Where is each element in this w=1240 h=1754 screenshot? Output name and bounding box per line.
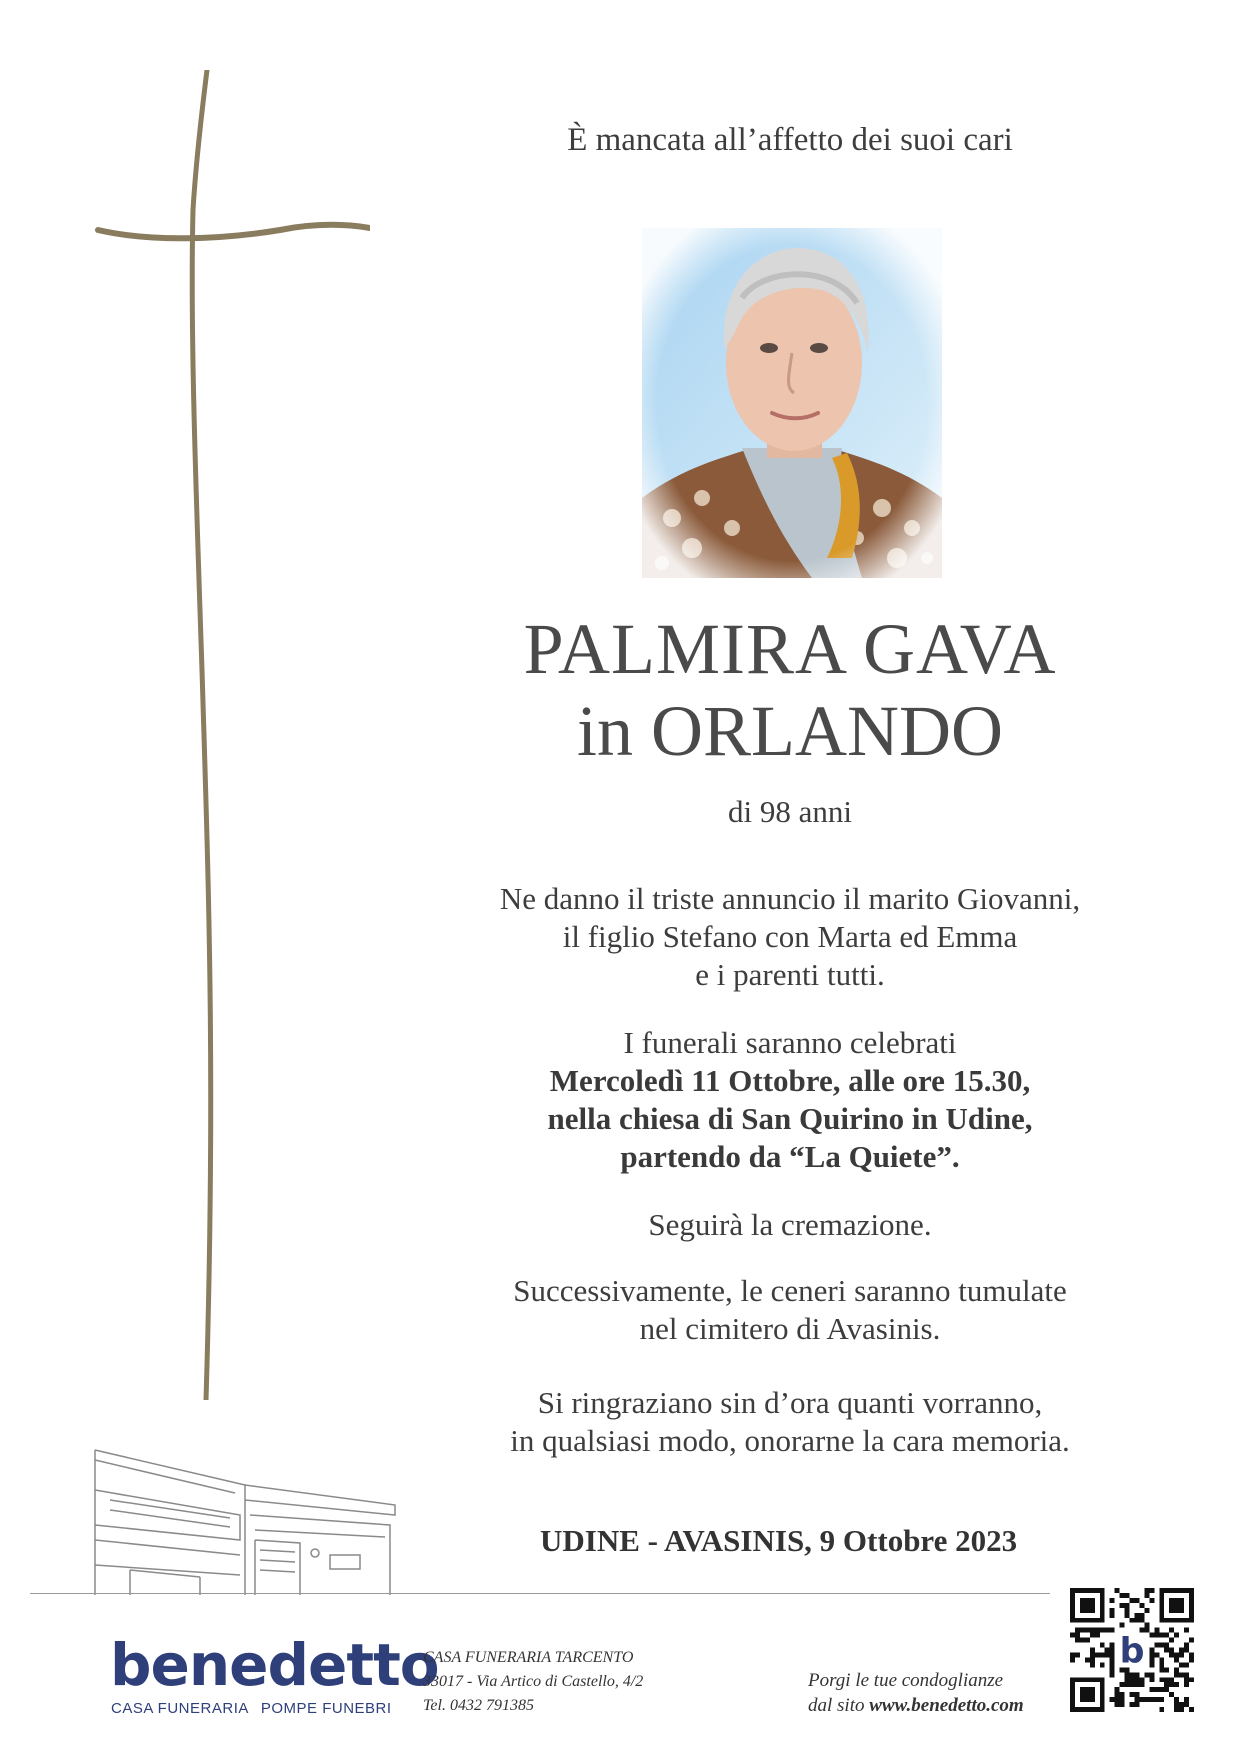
burial-paragraph [430, 1272, 1150, 1348]
website-link[interactable]: www.benedetto.com [869, 1695, 1024, 1716]
address-line: CASA FUNERARIA TARCENTO [423, 1649, 634, 1666]
cremation-text: Seguirà la cremazione. [648, 1207, 932, 1242]
place-date: UDINE - AVASINIS, 9 Ottobre 2023 [540, 1523, 1018, 1558]
benedetto-logo: benedetto [110, 1631, 439, 1699]
address-line: Tel. 0432 791385 [423, 1697, 534, 1714]
deceased-portrait [642, 228, 942, 578]
condolences-line-2 [808, 1693, 1024, 1718]
funeral-detail-line: nella chiesa di San Quirino in Udine, [547, 1101, 1033, 1136]
funeral-intro: I funerali saranno celebrati [623, 1025, 957, 1060]
funeral-home-address [423, 1646, 643, 1718]
burial-line: nel cimitero di Avasinis. [639, 1311, 941, 1346]
married-name: in ORLANDO [577, 691, 1003, 771]
qr-code[interactable] [1070, 1588, 1194, 1712]
address-line: 33017 - Via Artico di Castello, 4/2 [423, 1673, 644, 1690]
cross-icon [90, 70, 370, 1400]
announcement-line: Ne danno il triste annuncio il marito Giovanni, [499, 881, 1081, 916]
intro-text: È mancata all’affetto dei suoi cari [567, 122, 1013, 158]
funeral-home-building-illustration [90, 1445, 410, 1600]
condolences-line: Porgi le tue condoglianze [808, 1670, 1004, 1691]
logo-subtitle [111, 1700, 404, 1717]
announcement-line: il figlio Stefano con Marta ed Emma [562, 919, 1018, 954]
condolences-note [808, 1668, 1024, 1718]
funeral-detail-line: Mercoledì 11 Ottobre, alle ore 15.30, [549, 1063, 1031, 1098]
funeral-paragraph [430, 1024, 1150, 1176]
burial-line: Successivamente, le ceneri saranno tumulate [513, 1273, 1067, 1308]
age: di 98 anni [728, 794, 852, 829]
announcement-line: e i parenti tutti. [695, 957, 885, 992]
thanks-line: Si ringraziano sin d’ora quanti vorranno, [537, 1385, 1043, 1420]
funeral-detail-line: partendo da “La Quiete”. [620, 1139, 960, 1174]
svg-text:b: b [1119, 1631, 1145, 1672]
thanks-line: in qualsiasi modo, onorarne la cara memoria. [510, 1423, 1070, 1458]
deceased-name: PALMIRA GAVA [523, 609, 1057, 689]
condolences-prefix: dal sito [808, 1695, 870, 1716]
footer-divider [30, 1593, 1050, 1594]
logo-subtitle-1: CASA FUNERARIA [111, 1700, 249, 1717]
announcement-paragraph [430, 880, 1150, 994]
logo-subtitle-2: POMPE FUNEBRI [260, 1700, 392, 1717]
thanks-paragraph [430, 1384, 1150, 1460]
